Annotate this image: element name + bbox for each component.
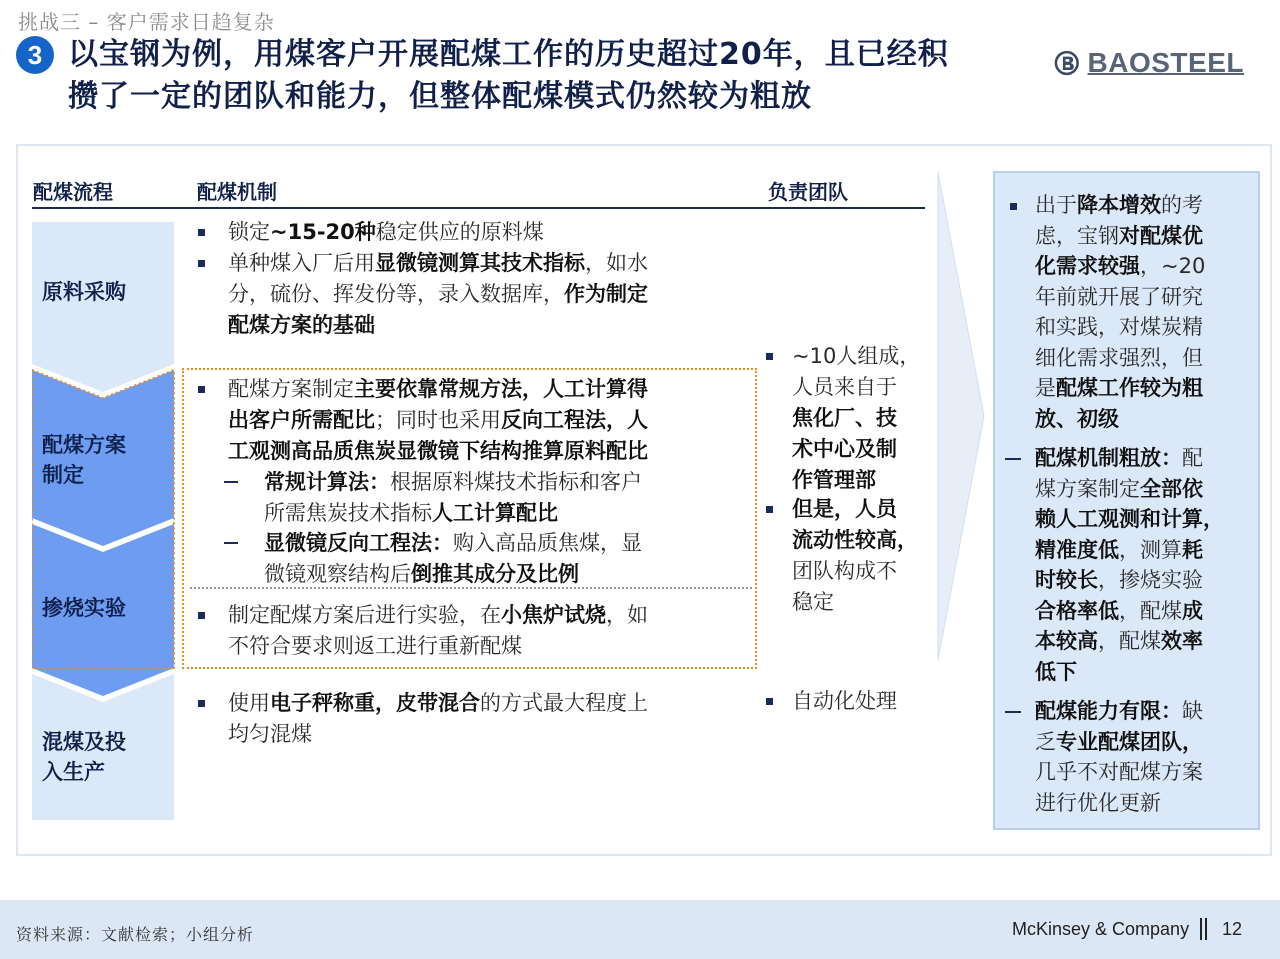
title-line-1: 以宝钢为例，用煤客户开展配煤工作的历史超过20年，且已经积 xyxy=(68,37,949,72)
step-label-blending-plan: 配煤方案 制定 xyxy=(42,433,126,487)
step-label-procurement: 原料采购 xyxy=(42,280,126,304)
summary-item-2: 配煤机制粗放：配 煤方案制定全部依 赖人工观测和计算， 精准度低，测算耗 时较长，掺烧实验 合格率低，配煤成 本较高，配煤效率 低下 xyxy=(1005,443,1247,687)
footer-separator xyxy=(1200,918,1207,940)
bullet-icon xyxy=(1010,203,1017,210)
bullet-icon xyxy=(766,353,773,360)
team-item-1: ~10人组成， 人员来自于 焦化厂、技 术中心及制 作管理部 xyxy=(766,341,936,496)
summary-box xyxy=(993,171,1260,830)
summary-item-1: 出于降本增效的考 虑，宝钢对配煤优 化需求较强，~20 年前就开展了研究 和实践，对煤炭精 细化需求强烈，但 是配煤工作较为粗 放、初级 xyxy=(1005,190,1247,434)
dash-icon xyxy=(224,542,238,544)
bullet-icon xyxy=(198,700,205,707)
bullet-icon xyxy=(766,506,773,513)
col-header-mechanism: 配煤机制 xyxy=(197,180,277,204)
col-header-process: 配煤流程 xyxy=(33,180,113,204)
bullet-icon xyxy=(766,698,773,705)
step-1-shape xyxy=(32,222,174,392)
team-item-3: 自动化处理 xyxy=(766,686,936,717)
footer-source: 资料来源：文献检索；小组分析 xyxy=(16,925,255,944)
bullet-icon xyxy=(198,386,205,393)
mechanism-item-1a: 锁定~15-20种稳定供应的原料煤 xyxy=(198,217,743,248)
mechanism-item-4: 使用电子秤称重，皮带混合的方式最大程度上 均匀混煤 xyxy=(198,688,743,750)
team-item-2: 但是，人员 流动性较高， 团队构成不 稳定 xyxy=(766,494,936,618)
mechanism-item-2: 配煤方案制定主要依靠常规方法，人工计算得 出客户所需配比；同时也采用反向工程法，人 工观测高品质焦炭显微镜下结构推算原料配比 xyxy=(198,374,743,467)
col-header-team: 负责团队 xyxy=(768,180,848,204)
section-number-badge: 3 xyxy=(16,36,54,74)
dash-icon xyxy=(1005,711,1021,713)
header-divider xyxy=(32,207,925,209)
summary-item-3: 配煤能力有限：缺 乏专业配煤团队， 几乎不对配煤方案 进行优化更新 xyxy=(1005,696,1247,818)
section-kicker: 挑战三 – 客户需求日趋复杂 xyxy=(18,10,275,34)
mechanism-sub-reverse: 显微镜反向工程法：购入高品质焦煤，显 微镜观察结构后倒推其成分及比例 xyxy=(224,528,744,590)
dash-icon xyxy=(1005,458,1021,460)
mechanism-item-3: 制定配煤方案后进行实验，在小焦炉试烧，如 不符合要求则返工进行重新配煤 xyxy=(198,600,743,662)
bullet-icon xyxy=(198,612,205,619)
step-label-trial-burn: 掺烧实验 xyxy=(42,596,126,620)
mechanism-item-1b: 单种煤入厂后用显微镜测算其技术指标，如水 分，硫份、挥发份等，录入数据库，作为制定 配煤方案的基础 xyxy=(198,248,743,341)
page-number: 12 xyxy=(1222,919,1243,939)
baosteel-logo xyxy=(1054,40,1244,86)
mechanism-sub-conventional: 常规计算法：根据原料煤技术指标和客户 所需焦炭技术指标人工计算配比 xyxy=(224,467,744,529)
bullet-icon xyxy=(198,229,205,236)
footer-company: McKinsey & Company xyxy=(1012,919,1190,939)
baosteel-logo-icon xyxy=(1054,43,1080,83)
summary-arrow-icon xyxy=(936,170,988,662)
logo-text: BAOSTEEL xyxy=(1087,47,1244,78)
dash-icon xyxy=(224,481,238,483)
process-steps xyxy=(32,222,182,850)
title-line-2: 攒了一定的团队和能力，但整体配煤模式仍然较为粗放 xyxy=(68,79,812,114)
page-title xyxy=(68,34,1048,118)
step-label-mixing-production: 混煤及投 入生产 xyxy=(42,730,126,784)
bullet-icon xyxy=(198,260,205,267)
